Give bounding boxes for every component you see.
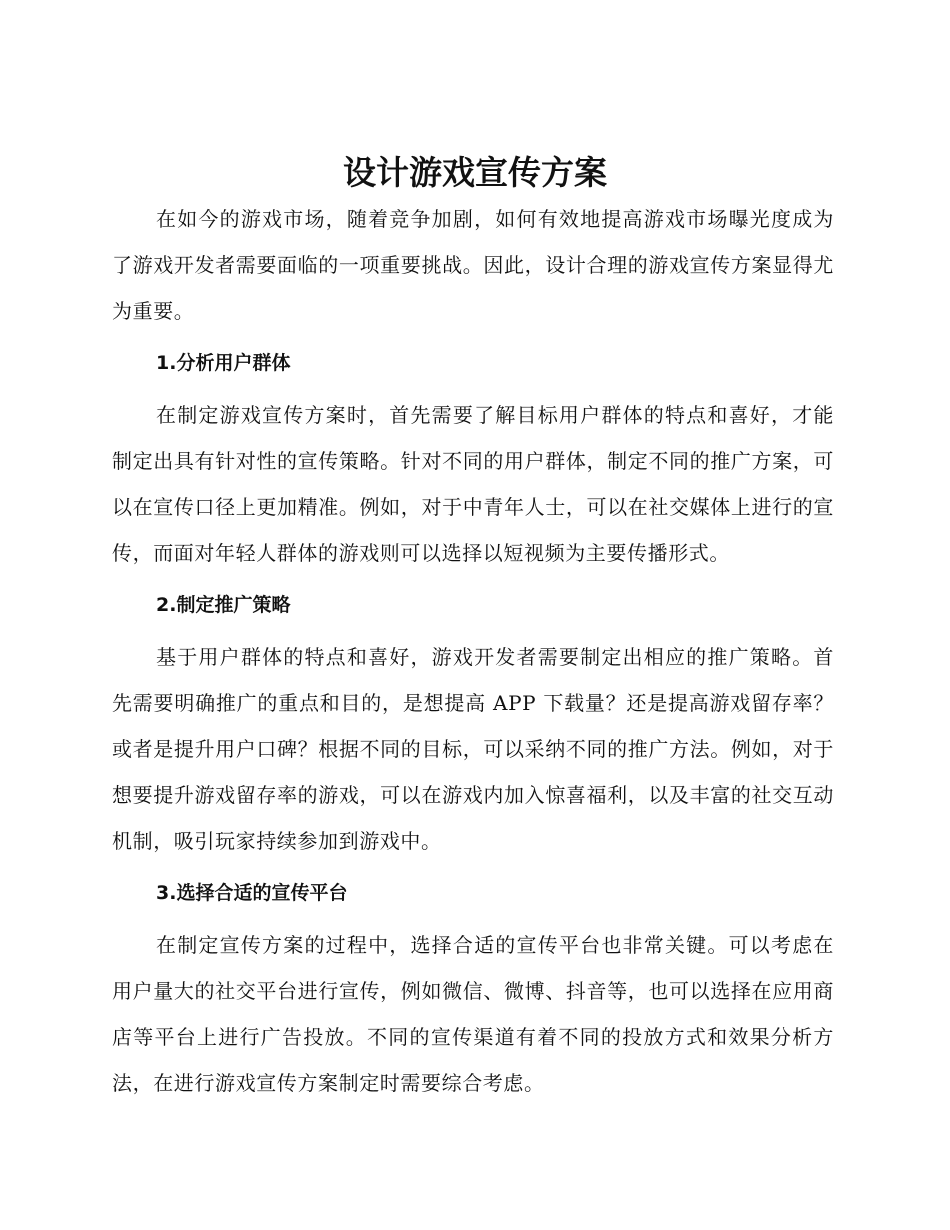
section-heading-2: 2.制定推广策略: [156, 594, 291, 616]
section-paragraph-3: 在制定宣传方案的过程中，选择合适的宣传平台也非常关键。可以考虑在用户量大的社交平台进行宣传，例如微信、微博、抖音等，也可以选择在应用商店等平台上进行广告投放。不同的宣传渠道有着不同的投放方式和效果分析方法，在进行游戏宣传方案制定时需要综合考虑。: [112, 933, 834, 1095]
section-paragraph-2: 基于用户群体的特点和喜好，游戏开发者需要制定出相应的推广策略。首先需要明确推广的重点和目的，是想提高 APP 下载量？还是提高游戏留存率？或者是提升用户口碑？根据不同的目标，可以采纳不同的推广方法。例如，对于想要提升游戏留存率的游戏，可以在游戏内加入惊喜福利，以及丰富的社交互动机制，吸引玩家持续参加到游戏中。: [112, 645, 834, 853]
section-heading-3: 3.选择合适的宣传平台: [156, 882, 348, 904]
intro-paragraph: 在如今的游戏市场，随着竞争加剧，如何有效地提高游戏市场曝光度成为了游戏开发者需要面临的一项重要挑战。因此，设计合理的游戏宣传方案显得尤为重要。: [112, 207, 834, 323]
document-title: 设计游戏宣传方案: [343, 153, 607, 192]
section-paragraph-1: 在制定游戏宣传方案时，首先需要了解目标用户群体的特点和喜好，才能制定出具有针对性的宣传策略。针对不同的用户群体，制定不同的推广方案，可以在宣传口径上更加精准。例如，对于中青年人士，可以在社交媒体上进行的宣传，而面对年轻人群体的游戏则可以选择以短视频为主要传播形式。: [112, 403, 834, 565]
document-body: [112, 196, 834, 1106]
section-heading-1: 1.分析用户群体: [156, 352, 291, 374]
